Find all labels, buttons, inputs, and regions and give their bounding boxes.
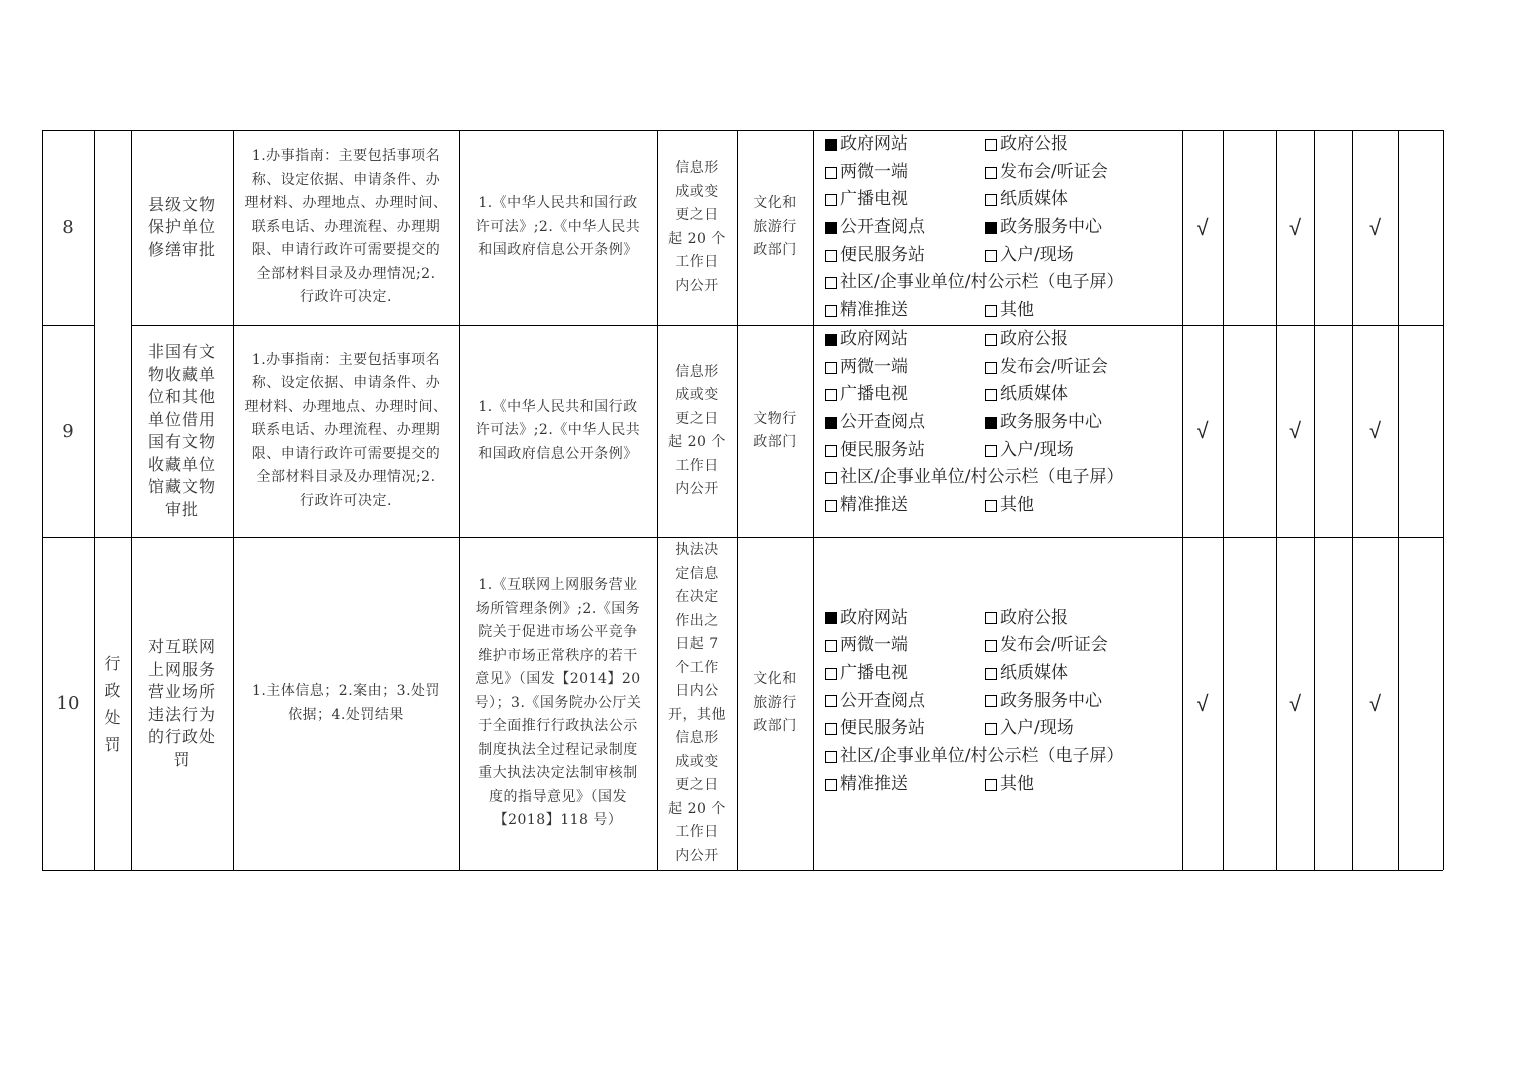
item-title-line: 馆藏文物 [147, 477, 216, 496]
checkbox-empty-icon[interactable] [825, 723, 837, 735]
disclosure-timing-line: 信息形 [675, 730, 719, 746]
checkbox-empty-icon[interactable] [985, 723, 997, 735]
disclosure-timing-line: 定信息 [675, 565, 719, 582]
channel-option[interactable] [985, 326, 1068, 354]
checkbox-empty-icon[interactable] [985, 668, 997, 680]
checkbox-empty-icon[interactable] [985, 640, 997, 652]
channel-label: 其他 [1000, 300, 1034, 321]
checkbox-empty-icon[interactable] [985, 500, 997, 512]
channel-option[interactable] [825, 743, 1123, 771]
channel-label: 广播电视 [840, 384, 908, 405]
disclosure-content-line: 联系电话、办理流程、办理期 [251, 218, 441, 235]
channel-option[interactable] [985, 297, 1034, 325]
channel-label: 两微一端 [840, 356, 908, 377]
disclosure-timing-line: 内公开 [675, 481, 719, 497]
channel-option[interactable] [825, 688, 985, 716]
disclosure-timing-line: 更之日 [675, 207, 719, 223]
channel-row [825, 743, 1123, 771]
checkbox-checked-icon[interactable] [825, 222, 837, 234]
checkbox-empty-icon[interactable] [985, 194, 997, 206]
item-title-text [148, 636, 216, 771]
channel-option[interactable] [825, 186, 985, 214]
disclosure-timing-line: 执法决 [675, 542, 719, 558]
checkbox-empty-icon[interactable] [825, 500, 837, 512]
disclosure-timing-line: 起 20 个 [668, 434, 726, 450]
channel-option[interactable] [825, 605, 985, 633]
channel-row [825, 437, 1123, 465]
row-number-text: 9 [62, 420, 74, 442]
channel-row [825, 159, 1123, 187]
disclosure-content [233, 537, 459, 870]
item-title-text [148, 194, 216, 262]
legal-basis-text [476, 396, 641, 467]
disclosure-content-line: 限、申请行政许可需要提交的 [251, 242, 441, 259]
channel-option[interactable] [985, 605, 1068, 633]
item-title-line: 物收藏单 [147, 364, 216, 384]
table-rule-h [42, 870, 1443, 871]
item-title-line: 单位借用 [147, 409, 216, 429]
disclosure-channels [825, 131, 1123, 325]
checkbox-empty-icon[interactable] [825, 640, 837, 652]
checkbox-empty-icon[interactable] [825, 389, 837, 401]
check-mark: √ [1368, 215, 1382, 241]
channel-row [825, 632, 1123, 660]
channel-label: 纸质媒体 [1000, 189, 1068, 210]
channel-label: 公开查阅点 [840, 412, 925, 433]
responsible-department-line: 旅游行 [753, 218, 797, 235]
table-rule-v [1398, 130, 1399, 870]
channel-row [825, 464, 1123, 492]
check-mark: √ [1288, 419, 1302, 444]
disclosure-content-text [252, 680, 440, 727]
legal-basis-line: 1.《中华人民共和国行政 [478, 398, 638, 415]
disclosure-timing-line: 日内公 [675, 683, 719, 699]
channel-label: 发布会/听证会 [1000, 161, 1108, 182]
disclosure-content-line: 联系电话、办理流程、办理期 [251, 422, 441, 439]
channel-row [825, 409, 1123, 437]
channel-option[interactable] [825, 409, 985, 437]
disclosure-content [233, 130, 459, 325]
disclosure-content-line: 1.办事指南：主要包括事项名 [251, 351, 441, 368]
item-title-line: 收藏单位 [147, 454, 216, 474]
checkbox-empty-icon[interactable] [985, 139, 997, 151]
channel-option[interactable] [825, 437, 985, 465]
channel-option[interactable] [825, 242, 985, 270]
responsible-department-line: 文物行 [753, 410, 797, 427]
table-rule-v [813, 130, 814, 870]
responsible-department-text [753, 192, 797, 263]
channel-label: 政务服务中心 [1000, 412, 1102, 433]
legal-basis-line: 场所管理条例》;2.《国务 [475, 600, 641, 617]
check-mark: √ [1368, 691, 1382, 717]
checkbox-empty-icon[interactable] [825, 305, 837, 317]
checkbox-empty-icon[interactable] [825, 472, 837, 484]
channel-option[interactable] [985, 632, 1108, 660]
checkbox-checked-icon[interactable] [825, 417, 837, 429]
legal-basis [459, 325, 657, 537]
checkbox-empty-icon[interactable] [825, 668, 837, 680]
disclosure-content-text [245, 349, 448, 514]
item-title [131, 325, 233, 537]
disclosure-content-text [245, 145, 448, 310]
disclosure-timing-line: 在决定 [675, 589, 719, 605]
channel-option[interactable] [985, 214, 1102, 242]
item-title [131, 130, 233, 325]
channel-option[interactable] [985, 688, 1102, 716]
channel-option[interactable] [985, 354, 1108, 382]
item-title-line: 对互联网 [147, 637, 216, 656]
channel-option[interactable] [825, 269, 1123, 297]
disclosure-timing-line: 内公开 [675, 277, 719, 294]
legal-basis-line: 和国政府信息公开条例》 [478, 445, 638, 462]
checkbox-empty-icon[interactable] [985, 612, 997, 624]
responsible-department-line: 政部门 [753, 242, 797, 259]
disclosure-channels [825, 326, 1123, 520]
channel-label: 政府公报 [1000, 329, 1068, 349]
responsible-department-text [753, 408, 797, 455]
disclosure-content-line: 全部材料目录及办理情况;2. [256, 265, 436, 282]
legal-basis-line: 于全面推行行政执法公示 [478, 718, 638, 735]
disclosure-content-line: 全部材料目录及办理情况;2. [256, 469, 436, 486]
disclosure-timing-line: 个工作 [675, 659, 719, 676]
check-mark: √ [1368, 419, 1382, 444]
channel-row [825, 605, 1123, 633]
channel-option[interactable] [985, 381, 1068, 409]
channel-option[interactable] [985, 771, 1034, 799]
check-mark: √ [1288, 691, 1302, 717]
disclosure-timing-line: 工作日 [675, 254, 719, 270]
responsible-department [737, 130, 813, 325]
channel-option[interactable] [985, 186, 1068, 214]
channel-label: 纸质媒体 [1000, 662, 1068, 683]
channel-row [825, 492, 1123, 520]
responsible-department-line: 文化和 [753, 195, 797, 212]
checkbox-empty-icon[interactable] [825, 167, 837, 179]
checkbox-empty-icon[interactable] [825, 445, 837, 457]
disclosure-content-line: 1.主体信息；2.案由；3.处罚 [251, 683, 441, 699]
disclosure-timing-line: 成或变 [675, 753, 719, 770]
item-title-line: 国有文物 [147, 432, 216, 451]
legal-basis-line: 和国政府信息公开条例》 [478, 242, 638, 259]
checkbox-checked-icon[interactable] [985, 417, 997, 429]
row-number-text: 10 [56, 693, 80, 714]
channel-row [825, 660, 1123, 688]
channel-label: 纸质媒体 [1000, 384, 1068, 405]
channel-row [825, 214, 1123, 242]
legal-basis [459, 537, 657, 870]
disclosure-timing-line: 信息形 [675, 363, 719, 380]
legal-basis-line: 1.《中华人民共和国行政 [478, 195, 638, 212]
channel-label: 政务服务中心 [1000, 217, 1102, 238]
checkbox-empty-icon[interactable] [985, 250, 997, 262]
channel-row [825, 354, 1123, 382]
channel-option[interactable] [985, 437, 1074, 465]
check-mark: √ [1196, 691, 1209, 717]
channel-label: 政府网站 [840, 134, 908, 154]
table-rule-v [1223, 130, 1224, 870]
channel-row [825, 186, 1123, 214]
row-number [42, 537, 94, 870]
disclosure-timing [657, 537, 737, 870]
disclosure-timing-line: 工作日 [675, 457, 719, 474]
disclosure-content [233, 325, 459, 537]
channel-row [825, 131, 1123, 159]
checkbox-empty-icon[interactable] [825, 362, 837, 374]
checkbox-empty-icon[interactable] [825, 250, 837, 262]
channel-option[interactable] [825, 771, 985, 799]
disclosure-content-line: 理材料、办理地点、办理时间、 [244, 195, 448, 212]
channel-option[interactable] [985, 715, 1074, 743]
channel-row [825, 242, 1123, 270]
channel-label: 两微一端 [840, 161, 908, 182]
channel-label: 其他 [1000, 773, 1034, 794]
disclosure-timing-line: 起 20 个 [668, 230, 726, 247]
channel-option[interactable] [985, 159, 1108, 187]
disclosure-timing-line: 开，其他 [668, 706, 726, 723]
channel-label: 便民服务站 [840, 718, 925, 739]
channel-label: 政府公报 [1000, 134, 1068, 154]
disclosure-channels [825, 605, 1123, 799]
channel-label: 发布会/听证会 [1000, 635, 1108, 656]
channel-option[interactable] [985, 131, 1068, 159]
item-title-line: 营业场所 [147, 682, 216, 701]
channel-option[interactable] [985, 242, 1074, 270]
channel-option[interactable] [825, 297, 985, 325]
channel-label: 入户/现场 [1000, 718, 1074, 739]
legal-basis-line: 制度执法全过程记录制度 [478, 741, 638, 758]
checkbox-empty-icon[interactable] [825, 695, 837, 707]
disclosure-content-line: 理材料、办理地点、办理时间、 [244, 398, 448, 415]
legal-basis-line: 重大执法决定法制审核制 [478, 765, 638, 782]
responsible-department-line: 政部门 [753, 718, 797, 735]
channel-label: 社区/企事业单位/村公示栏（电子屏） [840, 467, 1124, 488]
disclosure-content-line: 限、申请行政许可需要提交的 [251, 445, 441, 462]
legal-basis-line: 【2018】118 号） [493, 812, 623, 829]
legal-basis-line: 意见》（国发【2014】20 [475, 671, 641, 688]
row-number-text: 8 [62, 217, 74, 238]
disclosure-timing-line: 内公开 [675, 847, 719, 864]
table-rule-v [1314, 130, 1315, 870]
channel-label: 政府公报 [1000, 607, 1068, 628]
item-title-line: 的行政处 [147, 727, 216, 746]
channel-label: 精准推送 [840, 773, 908, 794]
channel-row [825, 269, 1123, 297]
legal-basis-line: 许可法》;2.《中华人民共 [475, 218, 641, 235]
checkbox-checked-icon[interactable] [825, 612, 837, 624]
channel-row [825, 715, 1123, 743]
channel-label: 政务服务中心 [1000, 690, 1102, 711]
check-mark: √ [1288, 215, 1302, 241]
checkbox-checked-icon[interactable] [825, 334, 837, 346]
checkbox-empty-icon[interactable] [985, 167, 997, 179]
channel-label: 广播电视 [840, 662, 908, 683]
channel-label: 便民服务站 [840, 244, 925, 265]
channel-label: 政府网站 [840, 607, 908, 628]
disclosure-timing-line: 起 20 个 [668, 800, 726, 817]
checkbox-empty-icon[interactable] [985, 445, 997, 457]
checkbox-empty-icon[interactable] [825, 194, 837, 206]
legal-basis-line: 度的指导意见》（国发 [488, 788, 627, 805]
channel-option[interactable] [825, 660, 985, 688]
legal-basis-line: 号）；3.《国务院办公厅关 [474, 694, 642, 711]
checkbox-empty-icon[interactable] [825, 751, 837, 763]
channel-label: 入户/现场 [1000, 244, 1074, 265]
channel-option[interactable] [825, 381, 985, 409]
checkbox-empty-icon[interactable] [985, 362, 997, 374]
item-title-line: 保护单位 [147, 217, 216, 237]
item-title-text [148, 341, 216, 521]
channel-label: 社区/企事业单位/村公示栏（电子屏） [840, 272, 1124, 293]
responsible-department [737, 537, 813, 870]
item-title-line: 非国有文 [147, 342, 216, 361]
category-label-text: 行政处罚 [104, 653, 121, 754]
checkbox-empty-icon[interactable] [825, 277, 837, 289]
disclosure-content-line: 称、设定依据、申请条件、办 [251, 171, 441, 188]
item-title-line: 县级文物 [147, 194, 216, 214]
channel-label: 精准推送 [840, 495, 908, 516]
channel-label: 其他 [1000, 495, 1034, 516]
disclosure-timing-line: 日起 7 [675, 636, 719, 652]
checkbox-empty-icon[interactable] [985, 305, 997, 317]
responsible-department-text [753, 668, 797, 739]
channel-option[interactable] [825, 354, 985, 382]
disclosure-timing-text [668, 539, 726, 868]
checkbox-checked-icon[interactable] [985, 222, 997, 234]
row-number [42, 325, 94, 537]
checkbox-empty-icon[interactable] [985, 779, 997, 791]
disclosure-timing-line: 作出之 [675, 612, 719, 629]
legal-basis-line: 许可法》;2.《中华人民共 [475, 422, 641, 439]
legal-basis-line: 1.《互联网上网服务营业 [478, 577, 638, 594]
item-title-line: 违法行为 [147, 704, 216, 724]
disclosure-timing-text [668, 157, 726, 298]
checkbox-empty-icon[interactable] [985, 334, 997, 346]
disclosure-content-line: 行政许可决定. [300, 492, 392, 509]
category-label [94, 537, 131, 870]
disclosure-timing [657, 325, 737, 537]
disclosure-content-line: 依据；4.处罚结果 [288, 706, 404, 723]
channel-option[interactable] [825, 632, 985, 660]
row-number [42, 130, 94, 325]
disclosure-content-line: 1.办事指南：主要包括事项名 [251, 148, 441, 165]
disclosure-timing-line: 成或变 [675, 387, 719, 403]
channel-option[interactable] [825, 131, 985, 159]
table-rule-v [1443, 130, 1444, 870]
channel-option[interactable] [825, 715, 985, 743]
channel-label: 社区/企事业单位/村公示栏（电子屏） [840, 745, 1124, 766]
channel-label: 精准推送 [840, 300, 908, 321]
legal-basis-line: 维护市场正常秩序的若干 [478, 647, 638, 664]
channel-option[interactable] [985, 660, 1068, 688]
channel-label: 便民服务站 [840, 439, 925, 460]
legal-basis-line: 院关于促进市场公平竞争 [478, 624, 638, 641]
item-title-line: 修缮审批 [147, 239, 216, 259]
responsible-department [737, 325, 813, 537]
disclosure-timing-text [668, 361, 726, 502]
legal-basis-text [475, 574, 642, 833]
channel-option[interactable] [825, 464, 1123, 492]
disclosure-timing-line: 工作日 [675, 824, 719, 840]
item-title-line: 审批 [164, 499, 199, 519]
channel-option[interactable] [825, 492, 985, 520]
channel-option[interactable] [825, 159, 985, 187]
channel-label: 公开查阅点 [840, 217, 925, 238]
checkbox-empty-icon[interactable] [985, 695, 997, 707]
legal-basis-text [476, 192, 641, 263]
disclosure-timing-line: 信息形 [675, 160, 719, 176]
channel-option[interactable] [825, 326, 985, 354]
channel-label: 入户/现场 [1000, 439, 1074, 460]
disclosure-timing-line: 成或变 [675, 183, 719, 200]
item-title [131, 537, 233, 870]
channel-label: 广播电视 [840, 189, 908, 210]
disclosure-timing-line: 更之日 [675, 777, 719, 793]
channel-option[interactable] [985, 409, 1102, 437]
disclosure-timing [657, 130, 737, 325]
disclosure-content-line: 称、设定依据、申请条件、办 [251, 375, 441, 392]
channel-label: 政府网站 [840, 329, 908, 349]
checkbox-empty-icon[interactable] [985, 389, 997, 401]
check-mark: √ [1196, 215, 1209, 241]
channel-label: 发布会/听证会 [1000, 356, 1108, 377]
legal-basis [459, 130, 657, 325]
item-title-line: 上网服务 [147, 659, 216, 679]
item-title-line: 位和其他 [147, 387, 216, 406]
responsible-department-line: 文化和 [753, 671, 797, 688]
checkbox-checked-icon[interactable] [825, 139, 837, 151]
disclosure-content-line: 行政许可决定. [300, 289, 392, 306]
channel-row [825, 381, 1123, 409]
channel-row [825, 326, 1123, 354]
channel-label: 公开查阅点 [840, 690, 925, 711]
responsible-department-line: 旅游行 [753, 694, 797, 711]
check-mark: √ [1196, 419, 1209, 444]
channel-row [825, 771, 1123, 799]
channel-option[interactable] [825, 214, 985, 242]
responsible-department-line: 政部门 [753, 434, 797, 450]
channel-option[interactable] [985, 492, 1034, 520]
channel-label: 两微一端 [840, 635, 908, 656]
channel-row [825, 297, 1123, 325]
disclosure-timing-line: 更之日 [675, 410, 719, 427]
item-title-line: 罚 [173, 749, 191, 769]
channel-row [825, 688, 1123, 716]
checkbox-empty-icon[interactable] [825, 779, 837, 791]
